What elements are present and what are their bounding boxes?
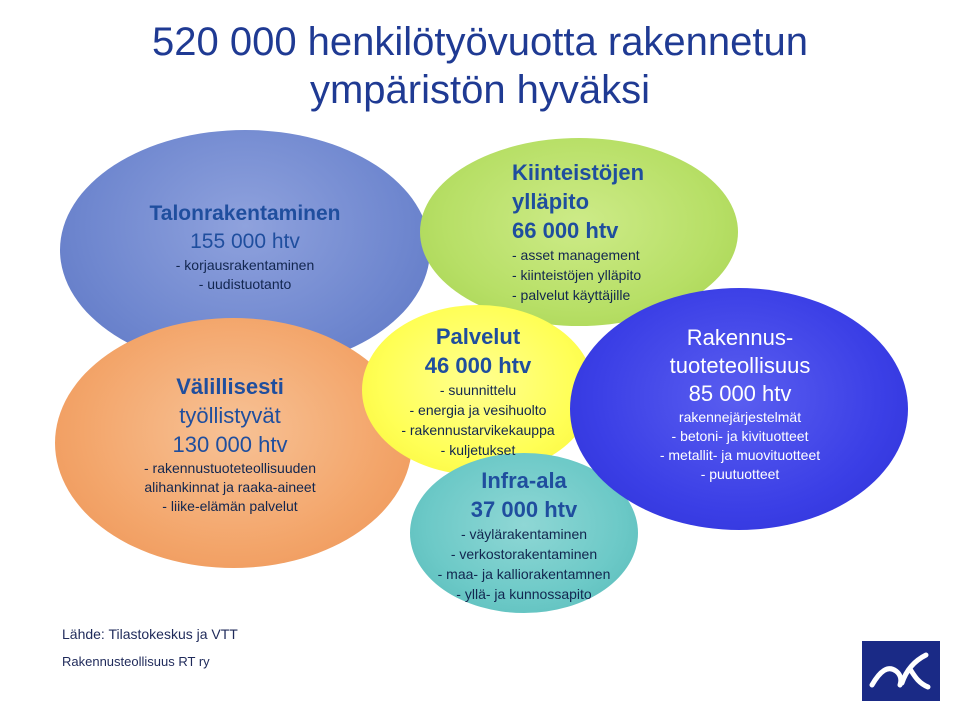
talonrakentaminen-item-1: - korjausrakentaminen: [175, 257, 315, 273]
talonrakentaminen-text: [120, 200, 370, 294]
valillisesti-item-3: - liike-elämän palvelut: [162, 498, 298, 514]
palvelut-value: 46 000 htv: [424, 353, 532, 378]
kiinteistojen-text: [512, 158, 672, 305]
infra-item-3: - maa- ja kalliorakentamnen: [437, 566, 611, 582]
organization-name: Rakennusteollisuus RT ry: [62, 654, 210, 669]
valillisesti-item-2: alihankinnat ja raaka-aineet: [144, 479, 316, 495]
rakennus-text: [625, 324, 855, 484]
page-title: [0, 18, 960, 114]
kiinteistojen-item-1: - asset management: [512, 247, 640, 263]
rt-logo: [862, 641, 940, 701]
palvelut-text: [378, 322, 578, 460]
valillisesti-text: [95, 372, 365, 516]
infra-item-4: - yllä- ja kunnossapito: [456, 586, 592, 602]
title-line-1: 520 000 henkilötyövuotta rakennetun: [151, 20, 809, 64]
rt-logo-icon: [862, 641, 940, 701]
valillisesti-item-1: - rakennustuoteteollisuuden: [143, 460, 316, 476]
infra-value: 37 000 htv: [470, 497, 578, 522]
infra-heading: Infra-ala: [481, 468, 567, 493]
talonrakentaminen-heading: Talonrakentaminen: [149, 202, 341, 225]
rakennus-heading-1: Rakennus-: [686, 325, 794, 350]
talonrakentaminen-item-2: - uudistuotanto: [198, 276, 292, 292]
palvelut-item-2: - energia ja vesihuolto: [409, 402, 547, 418]
kiinteistojen-heading-1: Kiinteistöjen: [512, 160, 645, 185]
title-line-2: ympäristön hyväksi: [309, 68, 651, 112]
kiinteistojen-item-2: - kiinteistöjen ylläpito: [512, 267, 642, 283]
rakennus-heading-2: tuoteteollisuus: [669, 353, 811, 378]
rakennus-value: 85 000 htv: [688, 381, 792, 406]
infra-item-2: - verkostorakentaminen: [450, 546, 598, 562]
valillisesti-heading-2: työllistyvät: [179, 403, 281, 428]
valillisesti-value: 130 000 htv: [172, 432, 288, 457]
rakennus-item-4: - puutuotteet: [700, 466, 780, 482]
palvelut-item-3: - rakennustarvikekauppa: [401, 422, 555, 438]
source-note: Lähde: Tilastokeskus ja VTT: [62, 626, 238, 642]
kiinteistojen-item-3: - palvelut käyttäjille: [512, 287, 631, 303]
palvelut-heading: Palvelut: [435, 324, 521, 349]
infra-text: [414, 466, 634, 604]
kiinteistojen-value: 66 000 htv: [512, 218, 619, 243]
palvelut-item-4: - kuljetukset: [440, 442, 516, 458]
talonrakentaminen-value: 155 000 htv: [190, 230, 300, 253]
palvelut-item-1: - suunnittelu: [439, 382, 517, 398]
infra-item-1: - väylärakentaminen: [460, 526, 588, 542]
kiinteistojen-heading-2: ylläpito: [512, 189, 590, 214]
rakennus-item-2: - betoni- ja kivituotteet: [671, 428, 809, 444]
rakennus-item-3: - metallit- ja muovituotteet: [659, 447, 821, 463]
rakennus-item-1: rakennejärjestelmät: [678, 409, 802, 425]
valillisesti-heading-1: Välillisesti: [176, 374, 284, 399]
